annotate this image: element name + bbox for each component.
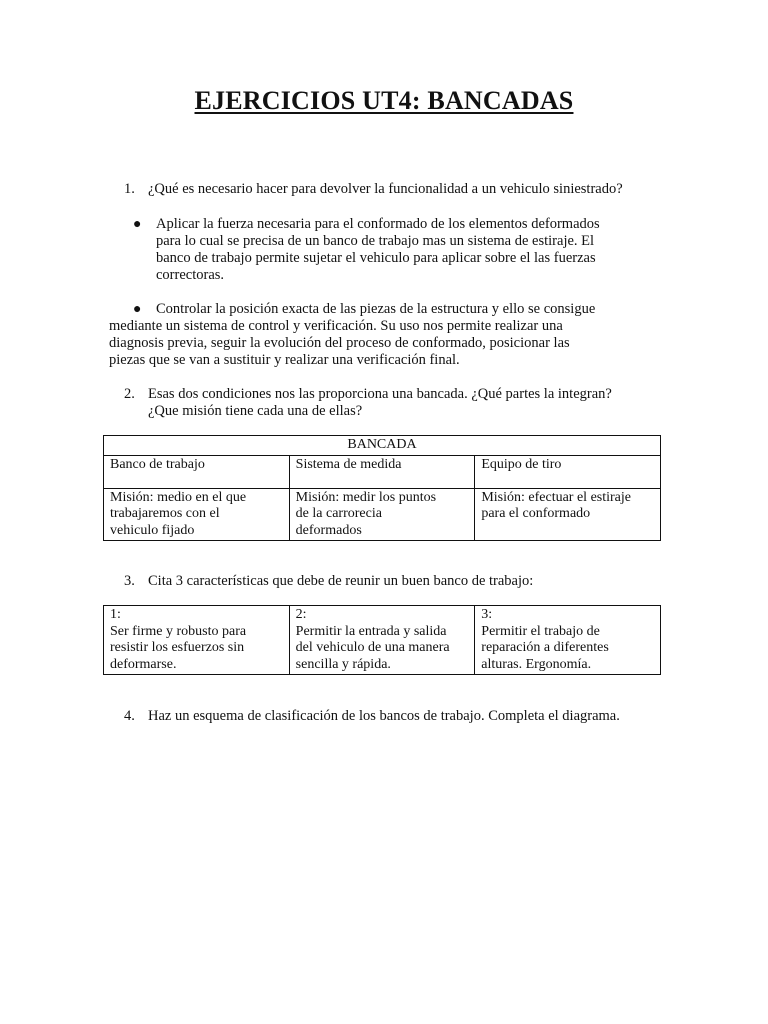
cell-line: trabajaremos con el (110, 506, 220, 521)
bullet-2-line: Controlar la posición exacta de las piezas de la estructura y ello se consigue (156, 301, 596, 317)
cell-line: deformarse. (110, 656, 177, 672)
table-cell (289, 606, 475, 675)
cell-line: Misión: medio en el que (110, 489, 247, 505)
bancada-table-header: BANCADA (104, 436, 661, 456)
bullet-2-icon: ● (133, 302, 142, 317)
table-column-header: Banco de trabajo (104, 455, 290, 488)
cell-line: alturas. Ergonomía. (481, 656, 592, 672)
bullet-2-line: diagnosis previa, seguir la evolución del proceso de conformado, posicionar las (109, 335, 570, 351)
cell-line: reparación a diferentes (481, 640, 609, 655)
question-4-text: Haz un esquema de clasificación de los bancos de trabajo. Completa el diagrama. (148, 708, 620, 724)
question-2-number: 2. (124, 386, 135, 402)
cell-line: 1: (110, 607, 121, 622)
question-3-number: 3. (124, 573, 135, 589)
cell-line: para el conformado (481, 506, 591, 521)
cell-line: sencilla y rápida. (295, 656, 391, 672)
question-1-text: ¿Qué es necesario hacer para devolver la funcionalidad a un vehiculo siniestrado? (148, 181, 623, 197)
bullet-2-line: mediante un sistema de control y verificación. Su uso nos permite realizar una (109, 318, 563, 334)
characteristics-table (103, 605, 661, 675)
question-3-text: Cita 3 características que debe de reunir un buen banco de trabajo: (148, 573, 534, 589)
bullet-1-icon: ● (133, 217, 142, 232)
cell-line: Permitir el trabajo de (481, 623, 600, 639)
cell-line: resistir los esfuerzos sin (110, 640, 245, 655)
table-column-header: Equipo de tiro (475, 455, 661, 488)
cell-line: Misión: efectuar el estiraje (481, 489, 631, 505)
cell-line: 3: (481, 607, 493, 622)
cell-line: Ser firme y robusto para (110, 623, 247, 639)
table-cell (289, 488, 475, 541)
question-1-number: 1. (124, 181, 135, 197)
bullet-1-line: banco de trabajo permite sujetar el vehiculo para aplicar sobre el las fuerzas (156, 250, 596, 266)
question-4-number: 4. (124, 708, 135, 724)
bullet-1-line: correctoras. (156, 267, 225, 283)
bullet-1-line: Aplicar la fuerza necesaria para el conformado de los elementos deformados (156, 216, 600, 232)
question-2-line: Esas dos condiciones nos las proporciona una bancada. ¿Qué partes la integran? (148, 386, 612, 402)
cell-line: de la carrorecia (295, 506, 382, 521)
cell-line: Permitir la entrada y salida (295, 623, 447, 639)
table-cell (104, 606, 290, 675)
cell-line: 2: (295, 607, 307, 622)
page-title: EJERCICIOS UT4: BANCADAS (194, 86, 574, 115)
bullet-2-line: piezas que se van a sustituir y realizar una verificación final. (109, 352, 460, 368)
table-cell (475, 488, 661, 541)
question-2-line: ¿Que misión tiene cada una de ellas? (148, 403, 363, 419)
table-cell (104, 488, 290, 541)
table-column-header: Sistema de medida (289, 455, 475, 488)
cell-line: Misión: medir los puntos (295, 489, 437, 505)
cell-line: del vehiculo de una manera (295, 640, 450, 655)
cell-line: deformados (295, 522, 362, 538)
bullet-1-line: para lo cual se precisa de un banco de trabajo mas un sistema de estiraje. El (156, 233, 595, 249)
cell-line: vehiculo fijado (110, 522, 195, 538)
bancada-table (103, 435, 661, 541)
table-cell (475, 606, 661, 675)
